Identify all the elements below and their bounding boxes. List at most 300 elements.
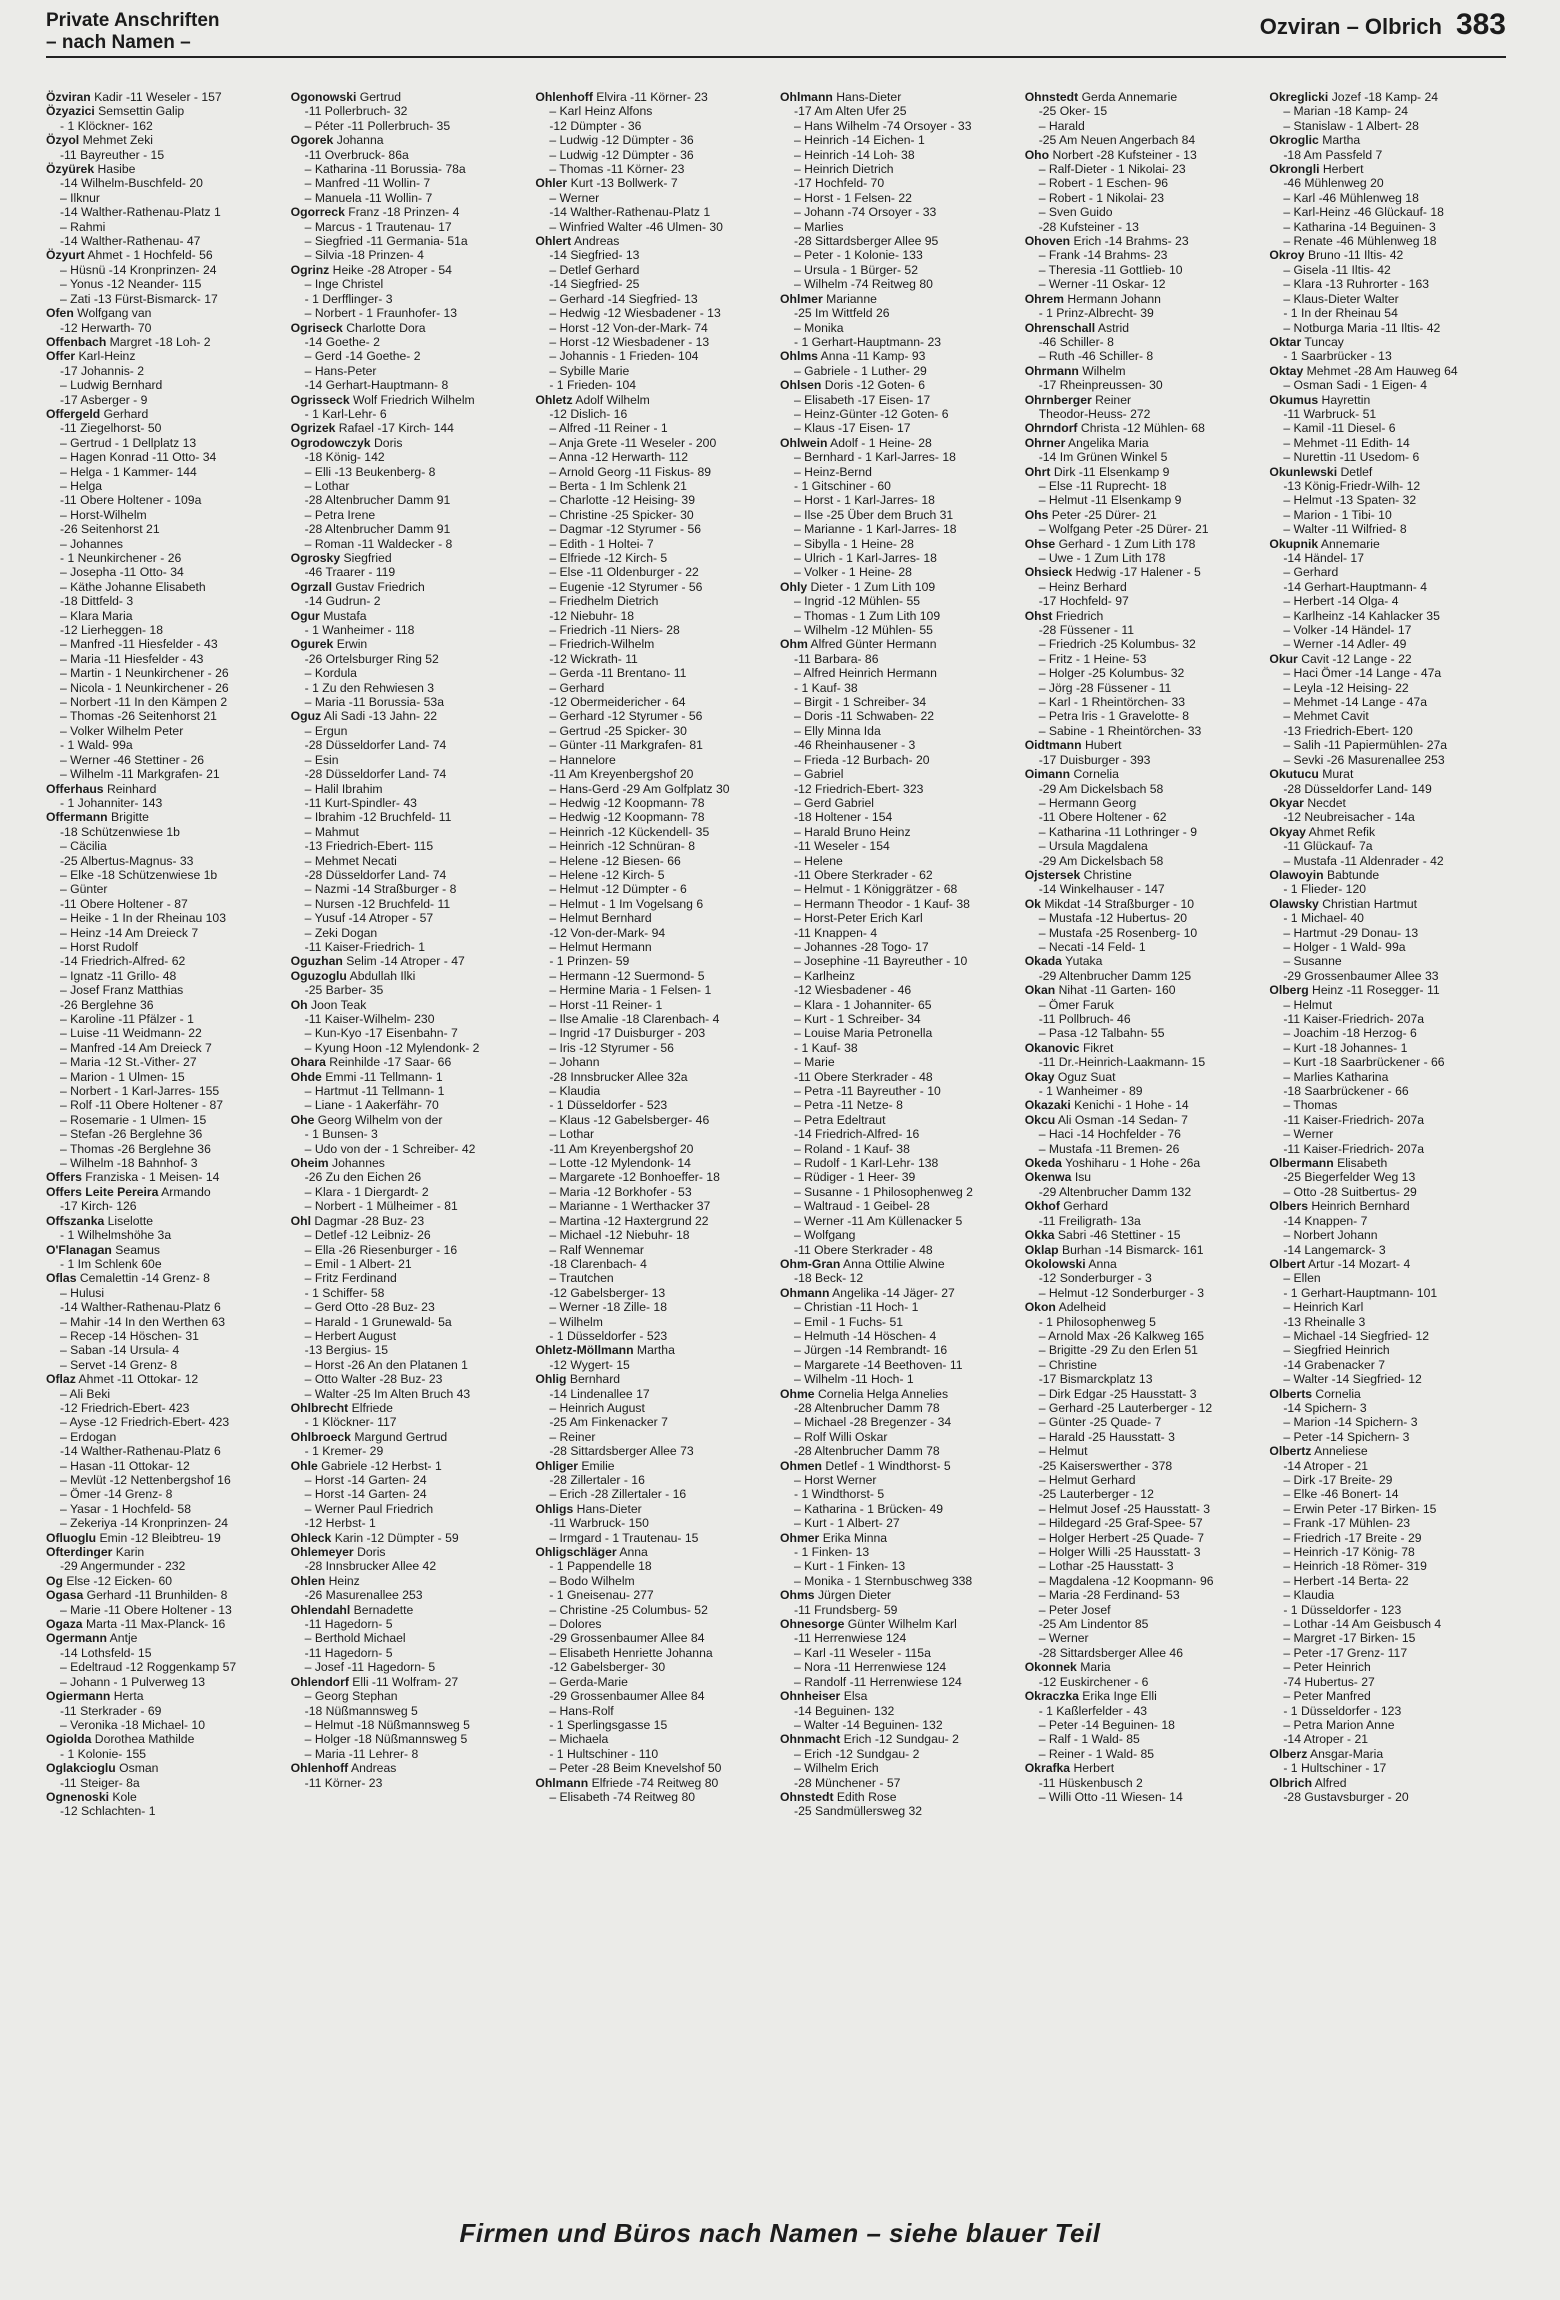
entry-details: Jürgen Dieter — [817, 1588, 892, 1603]
entry-details: – Horst -12 Von-der-Mark- 74 — [549, 320, 708, 335]
directory-entry — [1025, 450, 1262, 464]
entry-details: – Ellen — [1283, 1271, 1321, 1286]
directory-entry — [535, 1055, 772, 1069]
entry-details: – Notburga Maria -11 Iltis- 42 — [1283, 320, 1441, 335]
directory-entry — [780, 681, 1017, 695]
entry-details: – Hermann -12 Suermond- 5 — [549, 968, 705, 983]
entry-details: – Gerhard — [1283, 565, 1339, 580]
entry-details: Franz -18 Prinzen- 4 — [348, 205, 460, 220]
entry-details: -46 Rheinhausener - 3 — [794, 738, 916, 753]
directory-column — [1269, 90, 1506, 2170]
entry-surname: Ogrisseck — [290, 392, 350, 407]
entry-surname: Ohler — [535, 176, 568, 191]
entry-surname: Okay — [1024, 1069, 1055, 1084]
entry-details: - 1 Windthorst- 5 — [794, 1487, 885, 1502]
directory-entry — [1269, 1142, 1506, 1156]
entry-details: – Arnold Max -26 Kalkweg 165 — [1038, 1328, 1204, 1343]
directory-entry — [780, 782, 1017, 796]
entry-details: -17 Kirch- 126 — [60, 1199, 137, 1214]
entry-details: – Kamil -11 Diesel- 6 — [1283, 421, 1396, 436]
entry-details: Selim -14 Atroper - 47 — [346, 954, 465, 969]
directory-entry — [1269, 465, 1506, 479]
entry-details: – Heinrich -18 Römer- 319 — [1283, 1559, 1427, 1574]
entry-details: -25 Lauterberger - 12 — [1038, 1487, 1154, 1502]
directory-entry — [535, 839, 772, 853]
entry-surname: Oidtmann — [1024, 738, 1082, 753]
directory-entry — [291, 1761, 528, 1775]
directory-entry — [1269, 911, 1506, 925]
directory-entry — [1269, 1401, 1506, 1415]
directory-entry — [1269, 998, 1506, 1012]
entry-details: – Heike - 1 In der Rheinau 103 — [60, 911, 226, 926]
entry-details: -12 Euskirchener - 6 — [1038, 1674, 1149, 1689]
entry-details: – Peter Heinrich — [1283, 1660, 1371, 1675]
entry-details: – Johannes — [60, 536, 124, 551]
directory-entry — [780, 666, 1017, 680]
entry-details: Hasibe — [97, 162, 136, 177]
directory-entry — [1025, 1617, 1262, 1631]
directory-entry — [780, 594, 1017, 608]
entry-details: – Herbert -14 Olga- 4 — [1283, 594, 1399, 609]
directory-entry — [291, 1199, 528, 1213]
entry-surname: Ok — [1024, 896, 1041, 911]
entry-details: – Doris -11 Schwaben- 22 — [794, 709, 935, 724]
directory-entry — [780, 1790, 1017, 1804]
entry-details: – Karoline -11 Pfälzer - 1 — [60, 1012, 194, 1026]
directory-entry — [780, 1631, 1017, 1645]
directory-entry — [535, 1012, 772, 1026]
entry-details: Kurt -13 Bollwerk- 7 — [570, 176, 678, 191]
directory-entry — [535, 926, 772, 940]
entry-details: Oguz Suat — [1057, 1069, 1116, 1084]
directory-entry — [780, 162, 1017, 176]
entry-details: – Wilhelm -12 Mühlen- 55 — [794, 623, 933, 638]
entry-details: -12 Obermeidericher - 64 — [549, 695, 686, 710]
entry-details: Heinz — [328, 1573, 360, 1588]
entry-details: – Klaudia — [1283, 1588, 1335, 1603]
entry-details: -11 Steiger- 8a — [60, 1775, 140, 1790]
entry-details: -14 Grabenacker 7 — [1283, 1357, 1385, 1372]
directory-entry — [535, 983, 772, 997]
entry-details: – Necati -14 Feld- 1 — [1038, 939, 1146, 954]
entry-details: Siegfried — [343, 551, 392, 565]
entry-details: – Horst - 1 Felsen- 22 — [794, 190, 912, 205]
directory-entry — [1025, 1660, 1262, 1674]
directory-entry — [291, 436, 528, 450]
directory-entry — [1269, 580, 1506, 594]
entry-details: Ahmet Refik — [1308, 824, 1376, 839]
entry-surname: Ohliger — [535, 1458, 579, 1473]
entry-details: – Heinrich -14 Eichen- 1 — [794, 133, 925, 148]
entry-details: – Esin — [304, 752, 339, 767]
entry-details: -14 Friedrich-Alfred- 16 — [794, 1127, 920, 1142]
entry-details: -28 Düsseldorfer Land- 149 — [1283, 781, 1432, 796]
directory-entry — [46, 1156, 283, 1170]
entry-details: -28 Altenbrucher Damm 78 — [794, 1444, 940, 1459]
entry-details: Margret -18 Loh- 2 — [109, 334, 211, 349]
directory-entry — [1269, 493, 1506, 507]
entry-details: – Hulusi — [60, 1285, 105, 1300]
directory-entry — [1269, 479, 1506, 493]
directory-entry — [1025, 421, 1262, 435]
directory-entry — [291, 652, 528, 666]
entry-details: – Walter -14 Beguinen- 132 — [794, 1717, 943, 1732]
directory-entry — [291, 1689, 528, 1703]
directory-entry — [1025, 926, 1262, 940]
directory-entry — [780, 1387, 1017, 1401]
entry-surname: Okeda — [1024, 1156, 1062, 1171]
entry-surname: Ogur — [290, 608, 320, 623]
directory-entry — [291, 767, 528, 781]
directory-entry — [1025, 854, 1262, 868]
entry-details: Artur -14 Mozart- 4 — [1307, 1256, 1411, 1271]
directory-entry — [1025, 709, 1262, 723]
directory-entry — [780, 1747, 1017, 1761]
directory-entry — [291, 335, 528, 349]
entry-details: – Katharina -11 Lothringer - 9 — [1038, 824, 1197, 839]
directory-entry — [780, 263, 1017, 277]
directory-entry — [1269, 1761, 1506, 1775]
entry-details: -14 Im Grünen Winkel 5 — [1038, 450, 1168, 465]
entry-details: – Stanislaw - 1 Albert- 28 — [1283, 118, 1419, 133]
entry-surname: Ohm-Gran — [780, 1256, 841, 1271]
entry-details: – Heinz Berhard — [1038, 579, 1127, 594]
entry-details: -14 Walther-Rathenau-Platz 6 — [60, 1444, 221, 1459]
directory-entry — [535, 104, 772, 118]
directory-entry — [1025, 1271, 1262, 1285]
directory-entry — [291, 1444, 528, 1458]
directory-entry — [46, 436, 283, 450]
directory-entry — [780, 565, 1017, 579]
entry-details: -12 Wiesbadener - 46 — [794, 983, 912, 998]
entry-details: – Helga - 1 Kammer- 144 — [60, 464, 197, 479]
entry-details: -14 Friedrich-Alfred- 62 — [60, 954, 186, 969]
directory-entry — [46, 1502, 283, 1516]
directory-entry — [780, 292, 1017, 306]
entry-surname: Ohnmacht — [780, 1732, 841, 1747]
directory-entry — [780, 234, 1017, 248]
entry-details: – Jürgen -14 Rembrandt- 16 — [794, 1343, 948, 1358]
directory-entry — [291, 465, 528, 479]
entry-details: – Anna -12 Herwarth- 112 — [549, 450, 688, 465]
entry-details: – Karlheinz — [794, 968, 855, 983]
directory-entry — [780, 767, 1017, 781]
directory-entry — [1269, 277, 1506, 291]
directory-entry — [1025, 551, 1262, 565]
directory-entry — [1025, 335, 1262, 349]
directory-entry — [780, 609, 1017, 623]
entry-details: - 1 Im Schlenk 60e — [60, 1256, 162, 1271]
directory-entry — [535, 897, 772, 911]
directory-entry — [1025, 738, 1262, 752]
directory-entry — [46, 1487, 283, 1501]
directory-entry — [1269, 983, 1506, 997]
entry-details: -28 Sittardsberger Allee 46 — [1038, 1645, 1183, 1660]
directory-entry — [291, 133, 528, 147]
entry-details: Reinhard — [106, 781, 157, 796]
entry-details: – Horst -11 Reiner- 1 — [549, 997, 663, 1012]
directory-entry — [1025, 1156, 1262, 1170]
entry-details: -12 Wickrath- 11 — [549, 651, 638, 666]
directory-entry — [535, 1098, 772, 1112]
entry-surname: Ohrner — [1024, 435, 1066, 450]
directory-entry — [46, 998, 283, 1012]
entry-details: Hedwig -17 Halener - 5 — [1075, 565, 1201, 580]
entry-details: – Mevlüt -12 Nettenbergshof 16 — [60, 1473, 231, 1487]
entry-details: Seamus — [115, 1242, 160, 1257]
directory-entry — [535, 407, 772, 421]
directory-entry — [46, 234, 283, 248]
entry-details: – Recep -14 Höschen- 31 — [60, 1328, 199, 1343]
entry-details: Hubert — [1084, 738, 1122, 753]
entry-details: – Peter -14 Beguinen- 18 — [1038, 1717, 1175, 1732]
directory-entry — [1269, 1704, 1506, 1718]
directory-entry — [291, 1026, 528, 1040]
entry-details: Hayrettin — [1321, 392, 1371, 407]
entry-details: – Edith - 1 Holtei- 7 — [549, 536, 654, 551]
directory-entry — [1025, 378, 1262, 392]
directory-entry — [46, 609, 283, 623]
directory-entry — [780, 364, 1017, 378]
directory-entry — [535, 1372, 772, 1386]
entry-details: – Eugenie -12 Styrumer - 56 — [549, 579, 703, 594]
directory-entry — [46, 522, 283, 536]
directory-entry — [46, 1790, 283, 1804]
entry-details: – Rolf -11 Obere Holtener - 87 — [60, 1098, 224, 1113]
entry-details: - 1 Düsseldorfer - 123 — [1283, 1703, 1402, 1718]
entry-details: – Helene — [794, 853, 843, 868]
entry-details: – Helene -12 Biesen- 66 — [549, 853, 681, 868]
entry-details: Tuncay — [1304, 334, 1344, 349]
entry-details: – Heinz-Günter -12 Goten- 6 — [794, 406, 949, 421]
directory-entry — [1269, 1343, 1506, 1357]
entry-details: – Volker - 1 Heine- 28 — [794, 565, 912, 580]
directory-entry — [46, 1199, 283, 1213]
entry-details: – Robert - 1 Eschen- 96 — [1038, 176, 1169, 191]
entry-details: – Marion - 1 Tibi- 10 — [1283, 507, 1392, 522]
entry-details: – Yonus -12 Neander- 115 — [60, 277, 202, 292]
footer-note: Firmen und Büros nach Namen – siehe blauer Teil — [459, 2218, 1101, 2248]
entry-details: Sabri -46 Stettiner - 15 — [1057, 1228, 1181, 1243]
entry-details: – Sevki -26 Masurenallee 253 — [1283, 752, 1445, 767]
directory-entry — [46, 565, 283, 579]
entry-details: – Helmut Hermann — [549, 939, 652, 954]
entry-details: -11 Hagedorn- 5 — [304, 1645, 393, 1660]
entry-details: – Gisela -11 Iltis- 42 — [1283, 262, 1391, 277]
entry-details: -11 Obere Holtener - 87 — [60, 896, 188, 911]
directory-entry — [291, 724, 528, 738]
directory-entry — [46, 465, 283, 479]
directory-entry — [1025, 1430, 1262, 1444]
directory-entry — [1025, 1574, 1262, 1588]
directory-entry — [291, 666, 528, 680]
entry-details: – Elisabeth -74 Reitweg 80 — [549, 1789, 696, 1804]
directory-entry — [1269, 1444, 1506, 1458]
entry-details: Joon Teak — [311, 997, 367, 1012]
directory-entry — [1025, 1243, 1262, 1257]
directory-entry — [780, 1516, 1017, 1530]
directory-entry — [1269, 1646, 1506, 1660]
directory-entry — [1025, 349, 1262, 363]
directory-entry — [535, 825, 772, 839]
entry-details: – Winfried Walter -46 Ulmen- 30 — [549, 219, 723, 234]
entry-details: Charlotte Dora — [346, 320, 426, 335]
entry-details: – Manfred -11 Wollin- 7 — [304, 176, 431, 191]
directory-entry — [46, 868, 283, 882]
entry-surname: O'Flanagan — [46, 1242, 112, 1257]
directory-entry — [291, 1487, 528, 1501]
entry-details: -25 Im Wittfeld 26 — [794, 306, 890, 321]
entry-details: Cornelia Helga Annelies — [817, 1386, 949, 1401]
entry-details: -11 Barbara- 86 — [794, 651, 879, 666]
directory-entry — [46, 378, 283, 392]
entry-details: – Norbert - 1 Mülheimer - 81 — [304, 1199, 458, 1214]
entry-surname: Ohlbrecht — [290, 1400, 349, 1415]
entry-details: – Brigitte -29 Zu den Erlen 51 — [1038, 1343, 1198, 1358]
entry-surname: Okhof — [1024, 1199, 1060, 1214]
entry-details: Ansgar-Maria — [1310, 1746, 1384, 1761]
entry-details: Erich -12 Sundgau- 2 — [843, 1732, 959, 1747]
entry-surname: Oheim — [290, 1156, 329, 1171]
entry-details: – Martina -12 Haxtergrund 22 — [549, 1213, 709, 1228]
directory-column — [291, 90, 528, 2170]
directory-entry — [46, 709, 283, 723]
directory-entry — [535, 1387, 772, 1401]
entry-details: -11 Obere Sterkrader - 62 — [794, 867, 933, 882]
directory-entry — [1269, 681, 1506, 695]
entry-surname: Ohl — [290, 1213, 311, 1228]
entry-details: – Hannelore — [549, 752, 616, 767]
directory-entry — [1269, 176, 1506, 190]
entry-surname: Ohrenschall — [1024, 320, 1096, 335]
directory-entry — [535, 450, 772, 464]
entry-details: – Peter - 1 Kolonie- 133 — [794, 248, 923, 263]
entry-details: Dirk -11 Elsenkamp 9 — [1053, 464, 1170, 479]
entry-details: – Günter -25 Quade- 7 — [1038, 1415, 1162, 1430]
directory-entry — [780, 1487, 1017, 1501]
directory-entry — [46, 1430, 283, 1444]
directory-entry — [1025, 133, 1262, 147]
directory-entry — [1269, 1185, 1506, 1199]
directory-entry — [1269, 1156, 1506, 1170]
directory-entry — [1025, 1444, 1262, 1458]
entry-details: – Harald Bruno Heinz — [794, 824, 911, 839]
entry-surname: Ohlert — [535, 234, 572, 249]
directory-entry — [291, 868, 528, 882]
entry-details: - 1 Düsseldorfer - 523 — [549, 1328, 668, 1343]
directory-entry — [291, 1286, 528, 1300]
entry-details: – Rosemarie - 1 Ulmen- 15 — [60, 1112, 207, 1127]
entry-details: - 1 Neunkirchener - 26 — [60, 551, 182, 565]
directory-entry — [291, 825, 528, 839]
directory-entry — [535, 220, 772, 234]
entry-details: -28 Sittardsberger Allee 95 — [794, 234, 939, 249]
name-range: Ozviran – Olbrich — [1259, 14, 1442, 39]
directory-entry — [46, 753, 283, 767]
entry-details: -29 Am Dickelsbach 58 — [1038, 781, 1164, 796]
entry-surname: Offenbach — [46, 334, 107, 349]
entry-details: – Hans Wilhelm -74 Orsoyer - 33 — [794, 118, 972, 133]
entry-surname: Ohnesorge — [780, 1617, 845, 1632]
directory-entry — [291, 551, 528, 565]
entry-details: – Petra Marion Anne — [1283, 1717, 1395, 1732]
directory-entry — [46, 1185, 283, 1199]
directory-entry — [1025, 767, 1262, 781]
entry-details: Angelika Maria — [1068, 435, 1149, 450]
entry-details: – Udo von der - 1 Schreiber- 42 — [304, 1141, 476, 1156]
entry-details: – Heinrich Dietrich — [794, 162, 894, 177]
entry-details: -11 Kaiser-Friedrich- 207a — [1283, 1112, 1425, 1127]
directory-entry — [46, 1617, 283, 1631]
directory-entry — [535, 191, 772, 205]
directory-entry — [46, 1228, 283, 1242]
directory-entry — [291, 1660, 528, 1674]
directory-entry — [1025, 1732, 1262, 1746]
entry-surname: Oguzoglu — [290, 968, 347, 983]
entry-details: – Horst-Wilhelm — [60, 507, 147, 522]
entry-details: – Walter -14 Siegfried- 12 — [1283, 1372, 1422, 1387]
entry-surname: Özyurt — [46, 248, 85, 263]
directory-entry — [1269, 1502, 1506, 1516]
entry-details: -11 Pollerbruch- 32 — [304, 104, 408, 119]
entry-details: – Norbert - 1 Karl-Jarres- 155 — [60, 1084, 220, 1099]
entry-details: – Herbert August — [304, 1328, 397, 1343]
entry-details: – Erwin Peter -17 Birken- 15 — [1283, 1501, 1437, 1516]
entry-details: – Käthe Johanne Elisabeth — [60, 579, 206, 594]
directory-entry — [780, 1718, 1017, 1732]
directory-entry — [291, 926, 528, 940]
directory-entry — [535, 652, 772, 666]
entry-details: – Anja Grete -11 Weseler - 200 — [549, 435, 717, 450]
entry-surname: Ogorreck — [290, 205, 345, 220]
directory-entry — [780, 825, 1017, 839]
entry-details: Dorothea Mathilde — [94, 1732, 195, 1747]
directory-entry — [46, 90, 283, 104]
directory-entry — [780, 1574, 1017, 1588]
entry-surname: Özyürek — [46, 162, 95, 177]
directory-entry — [46, 1026, 283, 1040]
directory-entry — [291, 1070, 528, 1084]
directory-entry — [291, 1732, 528, 1746]
entry-surname: Ohme — [780, 1386, 815, 1401]
entry-details: – Sabine - 1 Rheintörchen- 33 — [1038, 723, 1202, 738]
directory-entry — [291, 1358, 528, 1372]
entry-surname: Ohlmann — [780, 90, 833, 104]
entry-details: – Holger - 1 Wald- 99a — [1283, 939, 1406, 954]
entry-details: – Wilhelm -74 Reitweg 80 — [794, 277, 933, 292]
entry-details: - 1 Gneisenau- 277 — [549, 1588, 654, 1603]
entry-surname: Ohly — [780, 579, 808, 594]
entry-details: – Frank -17 Mühlen- 23 — [1283, 1516, 1411, 1531]
directory-entry — [1269, 652, 1506, 666]
directory-entry — [535, 522, 772, 536]
directory-entry — [46, 695, 283, 709]
entry-surname: Olbrich — [1269, 1775, 1313, 1790]
directory-entry — [535, 565, 772, 579]
directory-entry — [46, 738, 283, 752]
directory-entry — [535, 695, 772, 709]
entry-details: - 1 Pappendelle 18 — [549, 1559, 652, 1574]
directory-entry — [46, 119, 283, 133]
directory-entry — [1269, 753, 1506, 767]
directory-entry — [291, 1646, 528, 1660]
entry-details: -12 Friedrich-Ebert- 423 — [60, 1400, 190, 1415]
entry-surname: Oflas — [46, 1271, 77, 1286]
directory-entry — [780, 393, 1017, 407]
directory-entry — [535, 1329, 772, 1343]
entry-surname: Ohara — [290, 1055, 326, 1070]
entry-details: Osman — [119, 1761, 159, 1776]
